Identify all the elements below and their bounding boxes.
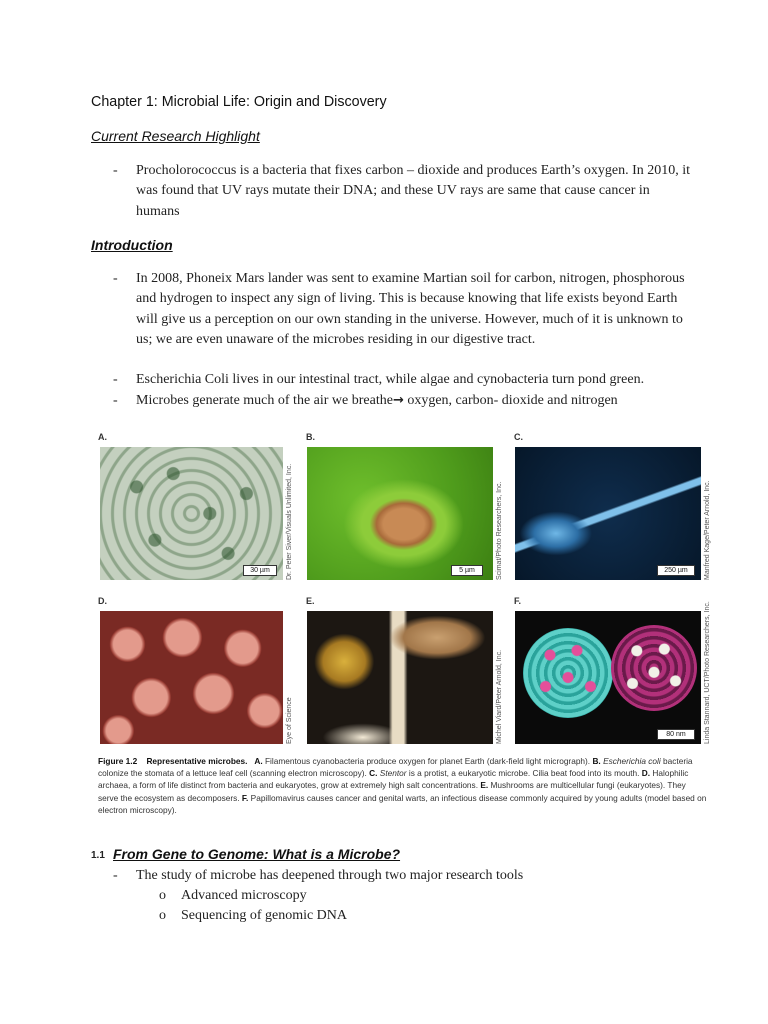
bullet-marker: - xyxy=(113,372,118,387)
highlight-heading: Current Research Highlight xyxy=(91,128,260,144)
photo-stentor xyxy=(515,447,701,580)
panel-label-c: C. xyxy=(514,432,523,442)
photo-credit: Michel Viard/Peter Arnold, Inc. xyxy=(496,649,503,744)
subbullet-text: Advanced microscopy xyxy=(181,888,307,903)
photo-credit: Dr. Peter Siver/Visuals Unlimited, Inc. xyxy=(286,463,293,580)
figure-number: Figure 1.2 xyxy=(98,756,138,766)
subbullet-text: Sequencing of genomic DNA xyxy=(181,908,348,923)
panel-label-a: A. xyxy=(98,432,107,442)
photo-credit: Eye of Science xyxy=(286,697,293,744)
section-heading: From Gene to Genome: What is a Microbe? xyxy=(113,846,401,862)
photo-halophilic-archaea xyxy=(100,611,283,744)
figure-caption xyxy=(98,755,708,816)
section-number: 1.1 xyxy=(91,850,105,861)
intro-bullet-text: In 2008, Phoneix Mars lander was sent to examine Martian soil for carbon, nitrogen, phosphorous and hydrogen to inspect any sign of living. This is because knowing that life exists beyond Earth will give us a perception on our own standing in the universe. However, much of it is unknown to us; we are even unaware of the microbes residing in our digestive tract. xyxy=(136,271,685,347)
subbullet-marker: o xyxy=(159,888,166,903)
caption-italic-c: Stentor xyxy=(379,768,407,779)
caption-text-d: Halophilic archaea, a form of life distinct from bacteria and eukaryotes, grow at extremely high salt concentrations. xyxy=(98,768,689,791)
photo-credit: Linda Stannard, UCT/Photo Researchers, Inc. xyxy=(704,601,711,744)
section-bullet-text: The study of microbe has deepened through two major research tools xyxy=(136,868,524,883)
bullet-marker: - xyxy=(113,271,118,286)
panel-label-d: D. xyxy=(98,596,107,606)
scale-bar: 30 µm xyxy=(243,565,277,576)
figure-title: Representative microbes. xyxy=(146,756,248,766)
caption-label-e: E. xyxy=(480,780,489,791)
intro-bullet-text-3 xyxy=(136,391,696,411)
panel-label-b: B. xyxy=(306,432,315,442)
intro-bullet-3-tail: oxygen, carbon- dioxide and nitrogen xyxy=(403,393,618,408)
caption-label-d: D. xyxy=(641,768,651,779)
caption-label-f: F. xyxy=(241,792,249,803)
photo-credit: Scimat/Photo Researchers, Inc. xyxy=(496,481,503,580)
bullet-marker: - xyxy=(113,163,118,178)
scale-bar: 250 µm xyxy=(657,565,695,576)
bullet-marker: - xyxy=(113,393,118,408)
caption-text-b: bacteria colonize the stomata of a lettuce leaf cell (scanning electron microscopy). xyxy=(98,756,693,779)
caption-text-a: Filamentous cyanobacteria produce oxygen for planet Earth (dark-field light micrograph). xyxy=(264,756,591,766)
caption-label-a: A. xyxy=(254,756,263,766)
arrow-icon: → xyxy=(392,393,404,408)
intro-bullet-text: Escherichia Coli lives in our intestinal tract, while algae and cynobacteria turn pond green. xyxy=(136,372,645,387)
photo-cyanobacteria xyxy=(100,447,283,580)
panel-label-f: F. xyxy=(514,596,522,606)
caption-label-c: C. xyxy=(369,768,378,779)
caption-italic-b: Escherichia coli xyxy=(603,756,661,766)
caption-text-e: Mushrooms are multicellular fungi (eukaryotes). They serve the ecosystem as decomposers. xyxy=(98,780,686,803)
panel-label-e: E. xyxy=(306,596,315,606)
photo-mushrooms xyxy=(307,611,493,744)
scale-bar: 80 nm xyxy=(657,729,695,740)
caption-label-b: B. xyxy=(592,756,601,766)
photo-e-coli-stomata xyxy=(307,447,493,580)
introduction-heading: Introduction xyxy=(91,237,173,253)
subbullet-marker: o xyxy=(159,908,166,923)
bullet-marker: - xyxy=(113,868,118,883)
intro-bullet-3-main: Microbes generate much of the air we breathe xyxy=(136,393,393,408)
photo-papillomavirus xyxy=(515,611,701,744)
scale-bar: 5 µm xyxy=(451,565,483,576)
virus-model-2 xyxy=(611,625,697,711)
caption-text-f: Papillomavirus causes cancer and genital warts, an infectious disease commonly acquired by young adults (model based on electron microscopy). xyxy=(98,792,707,815)
virus-model-1 xyxy=(523,628,613,718)
highlight-bullet-text: Procholorococcus is a bacteria that fixes carbon – dioxide and produces Earth’s oxygen. In 2010, it was found that UV rays mutate their DNA; and these UV rays are same that cause cancer in humans xyxy=(136,163,691,219)
photo-credit: Manfred Kage/Peter Arnold, Inc. xyxy=(704,480,711,580)
chapter-title: Chapter 1: Microbial Life: Origin and Discovery xyxy=(91,94,387,110)
caption-text-c: is a protist, a eukaryotic microbe. Cilia beat food into its mouth. xyxy=(408,768,640,779)
